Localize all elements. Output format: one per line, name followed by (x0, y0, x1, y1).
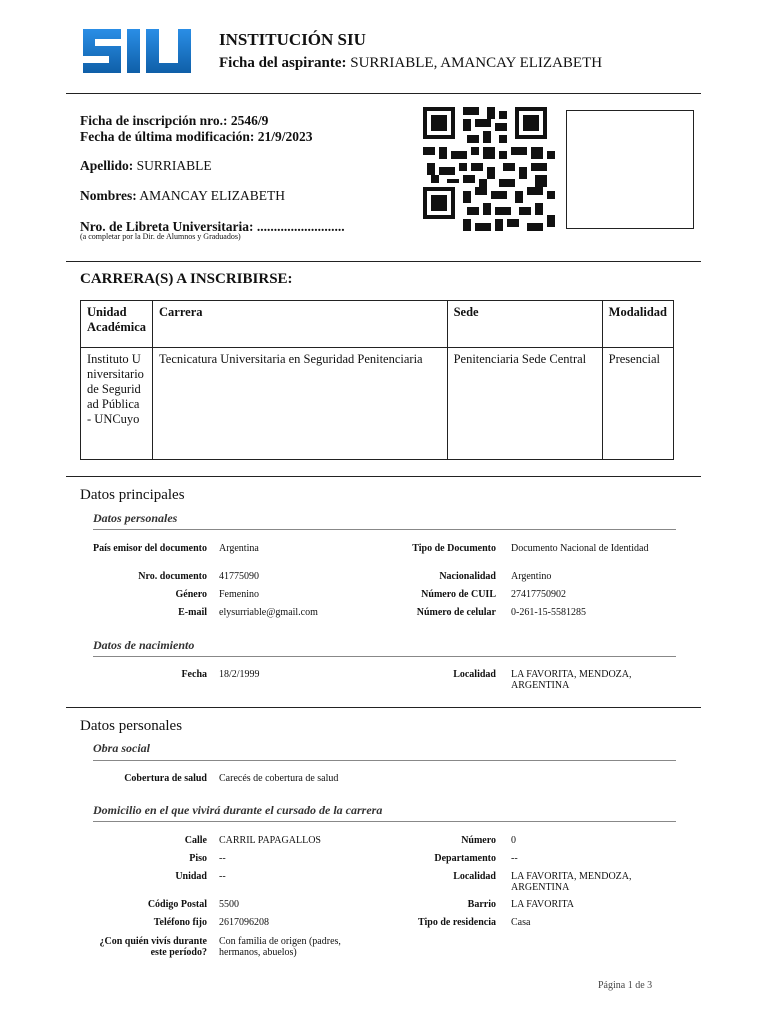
field-value: elysurriable@gmail.com (219, 607, 318, 618)
section-divider-1 (66, 261, 701, 262)
field-value: Carecés de cobertura de salud (219, 773, 339, 784)
cell-sede: Penitenciaria Sede Central (447, 348, 602, 460)
field-value: LA FAVORITA, MENDOZA, ARGENTINA (511, 669, 632, 691)
field-value: 2617096208 (219, 917, 269, 928)
libreta-note: (a completar por la Dir. de Alumnos y Graduados) (80, 232, 241, 241)
cell-unidad: Instituto Universitario de Seguridad Pública - UNCuyo (81, 348, 153, 460)
page-number: Página 1 de 3 (598, 980, 653, 991)
col-header-sede: Sede (447, 301, 602, 348)
apellido-label: Apellido: (80, 158, 134, 173)
datos-personales-subtitle: Datos personales (93, 511, 178, 525)
field-value: Femenino (219, 589, 259, 600)
applicant-name: SURRIABLE, AMANCAY ELIZABETH (350, 55, 603, 71)
field-value: 27417750902 (511, 589, 566, 600)
field-value: 0 (511, 835, 516, 846)
nacimiento-subtitle: Datos de nacimiento (93, 638, 195, 652)
field-value: Documento Nacional de Identidad (511, 543, 649, 554)
nombres-label: Nombres: (80, 188, 137, 203)
siu-logo (81, 25, 193, 77)
field-value: LA FAVORITA, MENDOZA, ARGENTINA (511, 871, 632, 893)
field-label: Barrio (467, 899, 496, 910)
subsection-divider (93, 529, 676, 530)
field-label: Piso (189, 853, 207, 864)
carreras-table (80, 300, 674, 460)
field-label: Nro. documento (138, 571, 207, 582)
cell-carrera: Tecnicatura Universitaria en Seguridad Penitenciaria (153, 348, 448, 460)
applicant-label: Ficha del aspirante: (219, 55, 347, 71)
field-label: Número de CUIL (421, 589, 496, 600)
field-value: Con familia de origen (padres, hermanos, abuelos) (219, 936, 341, 958)
field-value: -- (219, 853, 226, 864)
table-row (81, 348, 674, 460)
page-header (0, 0, 768, 94)
section-divider-3 (66, 707, 701, 708)
col-header-carrera: Carrera (153, 301, 448, 348)
apellido-value: SURRIABLE (136, 158, 212, 173)
field-label: Código Postal (147, 899, 207, 910)
field-label: Número de celular (416, 607, 496, 618)
field-label: Tipo de residencia (418, 917, 496, 928)
subsection-divider (93, 760, 676, 761)
cell-modalidad: Presencial (602, 348, 673, 460)
field-label: Teléfono fijo (153, 917, 207, 928)
table-header-row (81, 301, 674, 348)
datos-principales-title: Datos principales (80, 487, 185, 503)
field-label: Departamento (434, 853, 496, 864)
col-header-unidad: Unidad Académica (81, 301, 153, 348)
col-header-modalidad: Modalidad (602, 301, 673, 348)
field-label: Localidad (453, 669, 496, 680)
datos-personales-title: Datos personales (80, 718, 183, 734)
ficha-number: Ficha de inscripción nro.: 2546/9 (80, 113, 269, 128)
field-value: CARRIL PAPAGALLOS (219, 835, 321, 846)
field-label: Nacionalidad (439, 571, 496, 582)
field-value: 41775090 (219, 571, 259, 582)
field-label: Fecha (181, 669, 207, 680)
field-label: Calle (184, 835, 207, 846)
photo-placeholder (566, 110, 694, 229)
field-value: -- (219, 871, 226, 882)
nombres-value: AMANCAY ELIZABETH (139, 188, 286, 203)
applicant-line (219, 55, 602, 72)
institution-title: INSTITUCIÓN SIU (219, 30, 366, 49)
field-label: ¿Con quién vivís durante este período? (99, 936, 207, 958)
last-modified: Fecha de última modificación: 21/9/2023 (80, 129, 313, 144)
carreras-title: CARRERA(S) A INSCRIBIRSE: (80, 271, 293, 287)
field-label: Número (461, 835, 496, 846)
nombres-line (80, 188, 285, 204)
field-label: E-mail (178, 607, 207, 618)
field-value: LA FAVORITA (511, 899, 575, 910)
field-label: Cobertura de salud (124, 773, 207, 784)
subsection-divider (93, 656, 676, 657)
field-label: Localidad (453, 871, 496, 882)
obra-social-subtitle: Obra social (93, 741, 150, 755)
header-divider (66, 93, 701, 94)
field-value: 5500 (219, 899, 239, 910)
field-label: País emisor del documento (93, 543, 207, 554)
field-value: -- (511, 853, 518, 864)
section-divider-2 (66, 476, 701, 477)
field-value: 0-261-15-5581285 (511, 607, 586, 618)
field-value: 18/2/1999 (219, 669, 260, 680)
domicilio-subtitle: Domicilio en el que vivirá durante el cursado de la carrera (93, 803, 383, 817)
field-value: Casa (511, 917, 531, 928)
field-label: Género (175, 589, 207, 600)
subsection-divider (93, 821, 676, 822)
field-label: Tipo de Documento (412, 543, 496, 554)
qr-code (423, 106, 555, 232)
libreta-line: Nro. de Libreta Universitaria: .......................... (80, 219, 345, 234)
apellido-line (80, 158, 212, 174)
field-value: Argentino (511, 571, 552, 582)
field-value: Argentina (219, 543, 259, 554)
field-label: Unidad (175, 871, 207, 882)
